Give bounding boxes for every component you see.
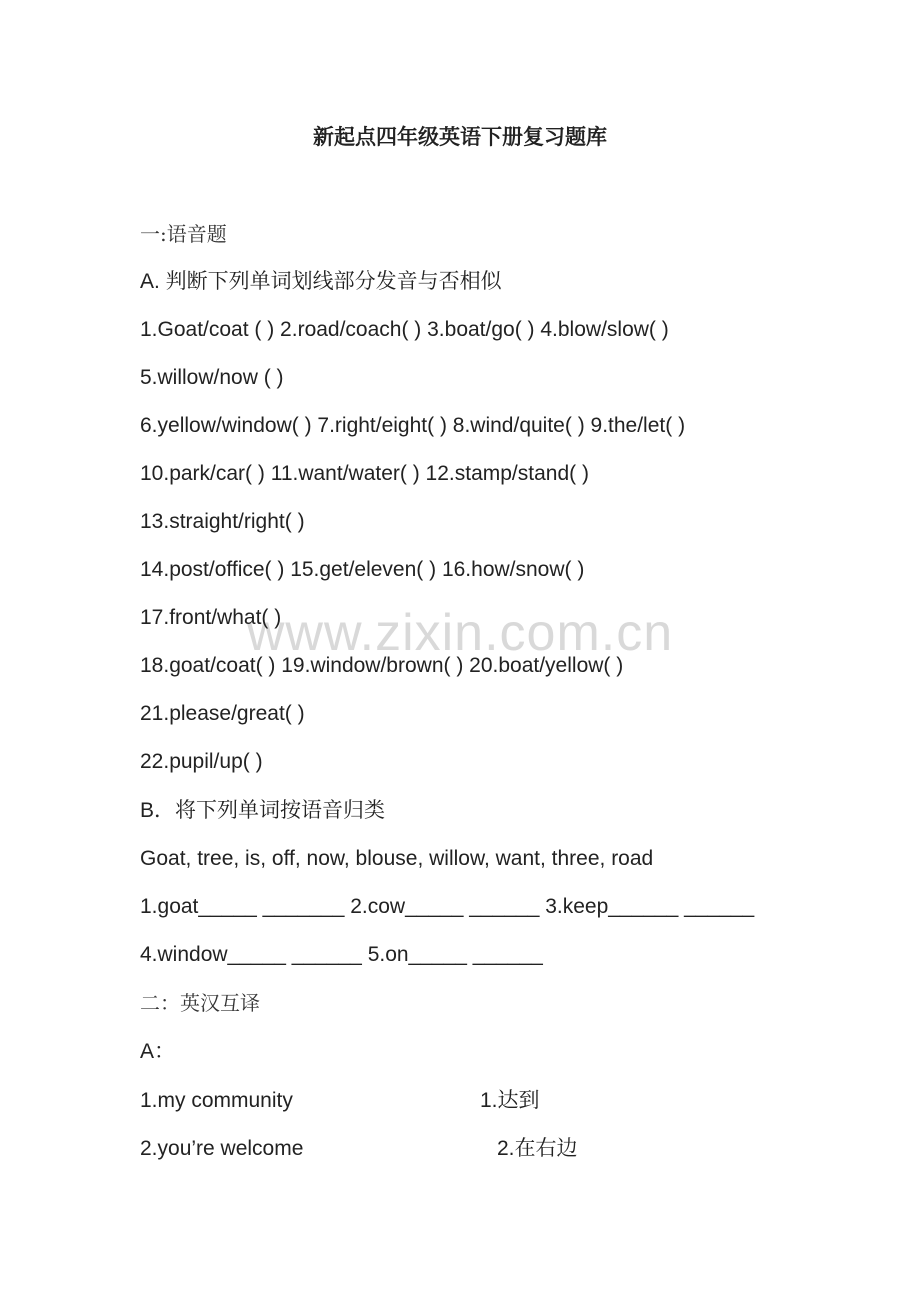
classify-line: 1.goat_____ _______ 2.cow_____ ______ 3.keep______ ______ [140, 895, 755, 918]
partB-heading: B．将下列单词按语音归类 [140, 799, 386, 822]
translation-left: 1.my community [140, 1089, 293, 1112]
section2-heading: 二：英汉互译 [140, 991, 260, 1015]
section2-partA-heading: A： [140, 1040, 176, 1063]
word-list: Goat, tree, is, off, now, blouse, willow, want, three, road [140, 847, 654, 870]
exercise-line: 13.straight/right( ) [140, 510, 305, 533]
exercise-line: 17.front/what( ) [140, 606, 282, 629]
exercise-line: 5.willow/now ( ) [140, 366, 284, 389]
section1-heading: 一:语音题 [140, 222, 227, 246]
classify-line: 4.window_____ ______ 5.on_____ ______ [140, 943, 543, 966]
exercise-line: 1.Goat/coat ( ) 2.road/coach( ) 3.boat/go( ) 4.blow/slow( ) [140, 318, 669, 341]
partA-heading [140, 268, 502, 296]
exercise-line: 14.post/office( ) 15.get/eleven( ) 16.how/snow( ) [140, 558, 585, 581]
watermark: www.zixin.com.cn [246, 604, 674, 662]
exercise-line: 10.park/car( ) 11.want/water( ) 12.stamp/stand( ) [140, 462, 589, 485]
exercise-line: 18.goat/coat( ) 19.window/brown( ) 20.boat/yellow( ) [140, 654, 624, 677]
translation-left: 2.you’re welcome [140, 1137, 304, 1160]
exercise-line: 6.yellow/window( ) 7.right/eight( ) 8.wind/quite( ) 9.the/let( ) [140, 414, 686, 437]
translation-right: 1.达到 [480, 1089, 540, 1112]
exercise-line: 22.pupil/up( ) [140, 750, 263, 773]
partA-heading-text: A. 判断下列单词划线部分发音与否相似 [140, 270, 502, 293]
document-title: 新起点四年级英语下册复习题库 [313, 124, 607, 149]
translation-right: 2.在右边 [497, 1137, 578, 1160]
exercise-line: 21.please/great( ) [140, 702, 305, 725]
